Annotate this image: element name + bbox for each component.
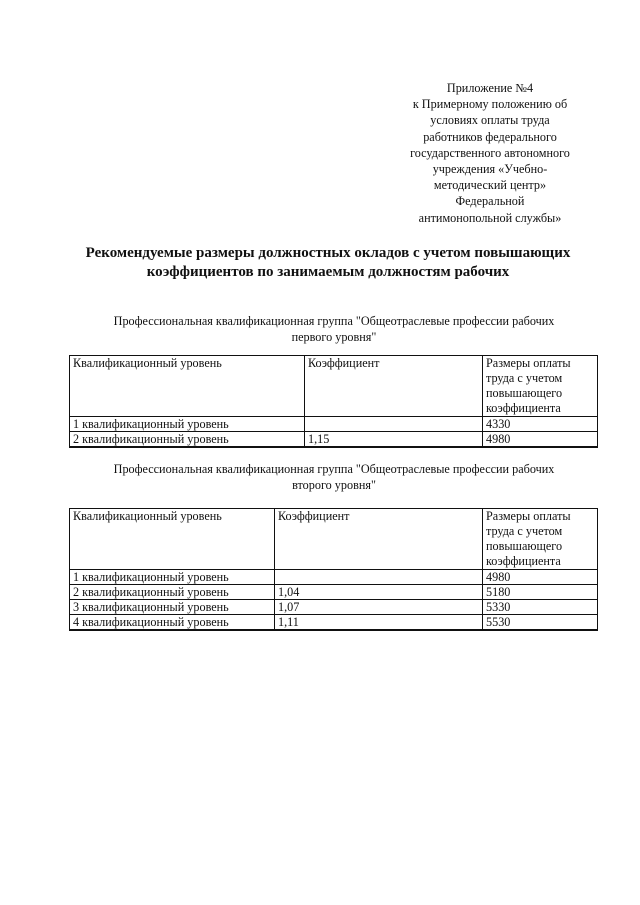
annex-line: к Примерному положению об — [412, 97, 568, 112]
cell-pay: 5180 — [483, 585, 598, 600]
header-pay: Размеры оплаты труда с учетом повышающего коэффициента — [483, 356, 598, 417]
cell-level: 2 квалификационный уровень — [70, 585, 275, 600]
annex-line: работников федерального — [423, 129, 557, 144]
header-coefficient: Коэффициент — [275, 509, 483, 570]
table-row — [70, 600, 598, 615]
cell-level: 4 квалификационный уровень — [70, 615, 275, 631]
table-header-row — [70, 356, 598, 417]
table-row — [70, 432, 598, 448]
group-caption-line: Профессиональная квалификационная группа "Общеотраслевые профессии рабочих — [113, 462, 555, 476]
cell-level: 3 квалификационный уровень — [70, 600, 275, 615]
cell-coefficient: 1,11 — [275, 615, 483, 631]
cell-coefficient: 1,07 — [275, 600, 483, 615]
cell-coefficient — [305, 417, 483, 432]
cell-level: 2 квалификационный уровень — [70, 432, 305, 448]
cell-pay: 5330 — [483, 600, 598, 615]
annex-line: государственного автономного — [410, 145, 570, 160]
document-title-line: Рекомендуемые размеры должностных окладов с учетом повышающих — [85, 245, 571, 261]
group-caption-line: Профессиональная квалификационная группа "Общеотраслевые профессии рабочих — [113, 314, 555, 328]
cell-level: 1 квалификационный уровень — [70, 417, 305, 432]
header-coefficient: Коэффициент — [305, 356, 483, 417]
cell-pay: 4980 — [483, 432, 598, 448]
annex-line: Федеральной — [455, 194, 525, 209]
document-title — [40, 244, 616, 282]
cell-pay: 4980 — [483, 570, 598, 585]
cell-coefficient: 1,15 — [305, 432, 483, 448]
table-row — [70, 570, 598, 585]
group-1-table — [69, 355, 598, 448]
document-title-line: коэффициентов по занимаемым должностям рабочих — [146, 264, 510, 280]
annex-line: методический центр» — [433, 178, 547, 193]
table-row — [70, 417, 598, 432]
header-level: Квалификационный уровень — [70, 509, 275, 570]
annex-line: Приложение №4 — [446, 81, 534, 95]
group-1-caption — [60, 314, 608, 345]
table-row — [70, 585, 598, 600]
group-2-caption — [60, 462, 608, 493]
annex-line: антимонопольной службы» — [418, 210, 562, 225]
cell-coefficient — [275, 570, 483, 585]
annex-line: учреждения «Учебно- — [432, 162, 548, 177]
table-row — [70, 615, 598, 631]
annex-line: условиях оплаты труда — [430, 113, 550, 128]
cell-pay: 4330 — [483, 417, 598, 432]
header-pay: Размеры оплаты труда с учетом повышающего коэффициента — [483, 509, 598, 570]
group-caption-line: первого уровня" — [291, 329, 377, 344]
group-caption-line: второго уровня" — [292, 477, 376, 492]
group-2-table — [69, 508, 598, 631]
table-header-row — [70, 509, 598, 570]
cell-pay: 5530 — [483, 615, 598, 631]
cell-level: 1 квалификационный уровень — [70, 570, 275, 585]
cell-coefficient: 1,04 — [275, 585, 483, 600]
annex-block — [392, 80, 588, 226]
header-level: Квалификационный уровень — [70, 356, 305, 417]
